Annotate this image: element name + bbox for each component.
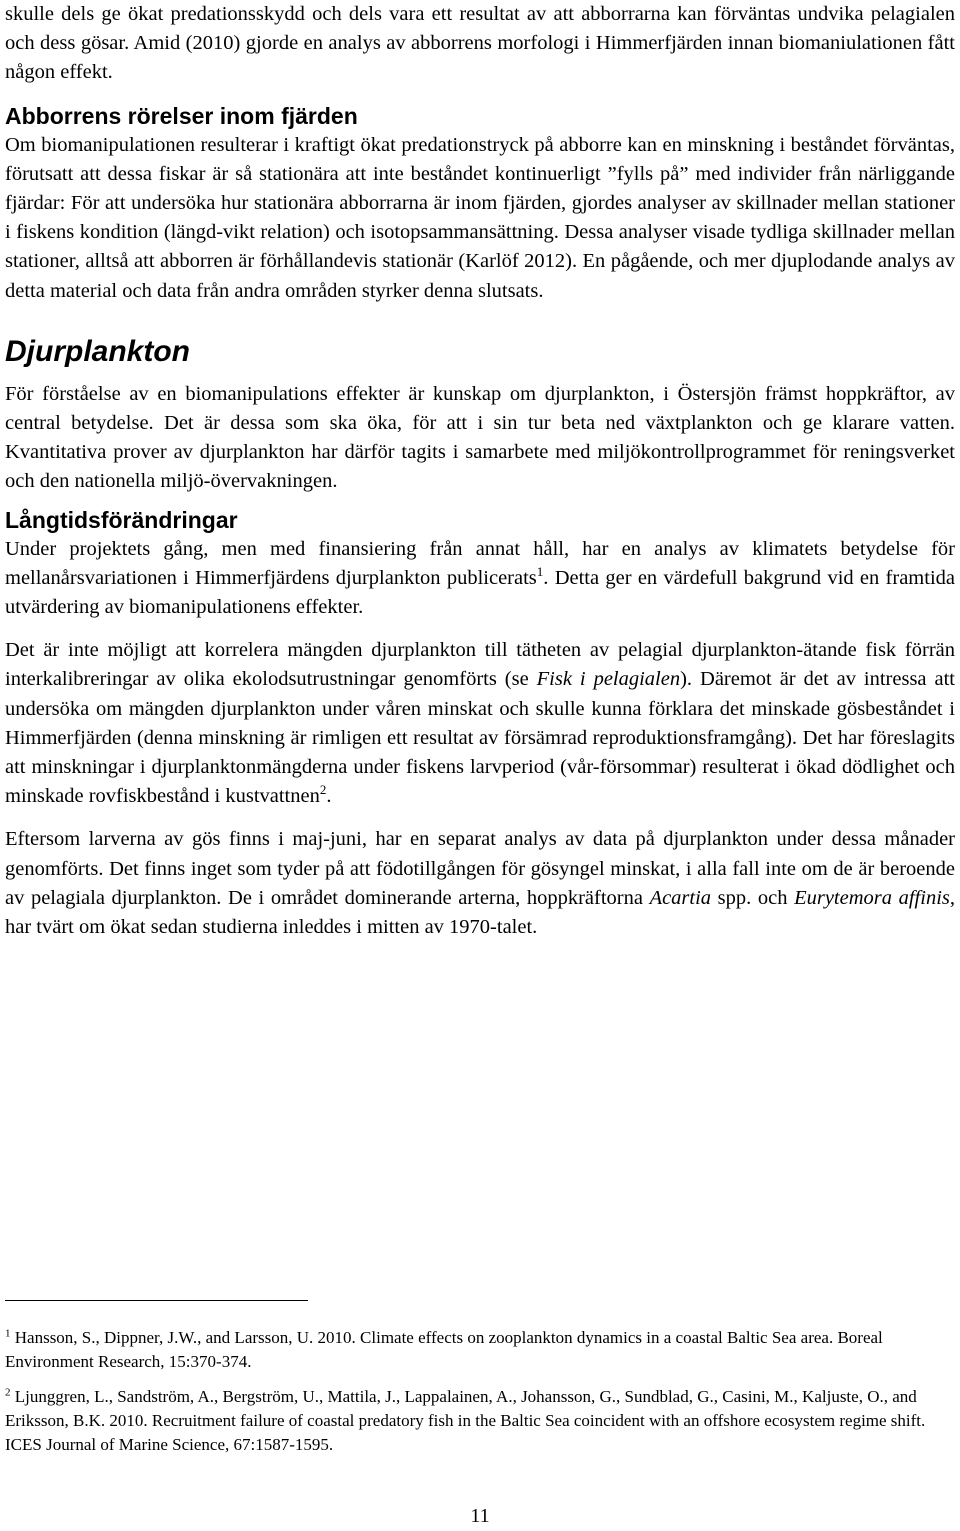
langtid-p2-text-c: .	[326, 785, 332, 808]
footnote-1	[5, 1326, 955, 1374]
langtid-p3-text-a: Eftersom larverna av gös finns i maj-juni, har en separat analys av data på djurplankton under dessa månader genomförts. Det finns inget som tyder på att födotillgången för gösyngel minskat, i alla fall inte om de är beroende av pelagiala djurplankton. De i området dominerande arterna, hoppkräftorna	[5, 828, 955, 909]
langtid-p2-text-a: Det är inte möjligt att korrelera mängden djurplankton till tätheten av pelagial djurplankton-ätande fisk förrän interkalibreringar av olika ekolodsutrustningar genomförts (se	[5, 639, 955, 691]
footnote-text-2: Ljunggren, L., Sandström, A., Bergström, U., Mattila, J., Lappalainen, A., Johansson, G., Sundblad, G., Casini, M., Kaljuste, O., and Eriksson, B.K. 2010. Recruitment failure of coastal predatory fish in the Baltic Sea coincident with an offshore ecosystem regime shift. ICES Journal of Marine Science, 67:1587-1595.	[5, 1387, 926, 1454]
langtid-p1-text-b: . Detta ger en värdefull bakgrund vid en framtida utvärdering av biomanipulationens effekter.	[5, 566, 955, 619]
heading-abborrens-rorelser: Abborrens rörelser inom fjärden	[5, 102, 358, 129]
footnote-marker-1: 1	[5, 1327, 11, 1340]
heading-langtidsforandringar: Långtidsförändringar	[5, 506, 238, 533]
langtid-paragraph-3	[5, 825, 955, 942]
langtid-p1-text-a: Under projektets gång, men med finansiering från annat håll, har en analys av klimatets betydelse för mellanårsvariationen i Himmerfjärdens djurplankton publicerats	[5, 537, 955, 589]
langtid-p2-italic: Fisk i pelagialen	[536, 668, 681, 691]
langtid-p3-text-b: spp. och	[711, 886, 795, 909]
footnotes	[5, 1326, 955, 1457]
footnote-ref-2: 2	[319, 782, 327, 798]
page-body	[5, 0, 955, 942]
footnote-marker-2: 2	[5, 1386, 11, 1399]
footnote-divider	[5, 1300, 308, 1301]
langtid-p2-text-b: ). Däremot är det av intressa att undersöka om mängden djurplankton under våren minskat och skulle kunna förklara det minskade gösbeståndet i Himmerfjärden (denna minskning är rimligen ett resultat av försämrad reproduktionsframgång). Det har föreslagits att minskningar i djurplanktonmängderna under fiskens larvperiod (vår-försommar) resulterat i ökad dödlighet och minskade rovfiskbestånd i kustvattnen	[5, 668, 955, 808]
intro-paragraph: skulle dels ge ökat predationsskydd och dels vara ett resultat av att abborrarna kan förväntas undvika pelagialen och dess gösar. Amid (2010) gjorde en analys av abborrens morfologi i Himmerfjärden innan biomaniulationen fått någon effekt.	[5, 3, 955, 84]
langtid-paragraph-2	[5, 636, 955, 811]
page-number: 11	[470, 1505, 490, 1527]
langtid-paragraph-1	[5, 535, 955, 623]
footnote-text-1: Hansson, S., Dippner, J.W., and Larsson, U. 2010. Climate effects on zooplankton dynamics in a coastal Baltic Sea area. Boreal Environment Research, 15:370-374.	[5, 1328, 883, 1371]
langtid-p3-text-c: , har tvärt om ökat sedan studierna inleddes i mitten av 1970-talet.	[5, 886, 955, 939]
langtid-p3-italic-eurytemora: Eurytemora affinis	[794, 886, 950, 909]
footnote-2	[5, 1385, 955, 1457]
heading-djurplankton: Djurplankton	[5, 334, 190, 368]
langtid-p3-italic-acartia: Acartia	[649, 886, 712, 909]
abborre-paragraph: Om biomanipulationen resulterar i kraftigt ökat predationstryck på abborre kan en minskning i beståndet förväntas, förutsatt att dessa fiskar är så stationära att inte beståndet kontinuerligt ”fylls på” med individer från närliggande fjärdar: För att undersöka hur stationära abborrarna är inom fjärden, gjordes analyser av skillnader mellan stationer i fiskens kondition (längd-vikt relation) och isotopsammansättning. Dessa analyser visade tydliga skillnader mellan stationer, alltså att abborren är förhållandevis stationär (Karlöf 2012). En pågående, och mer djuplodande analys av detta material och data från andra områden styrker denna slutsats.	[5, 133, 955, 302]
footnote-ref-1: 1	[536, 564, 544, 580]
djurplankton-paragraph: För förståelse av en biomanipulations effekter är kunskap om djurplankton, i Östersjön främst hoppkräftor, av central betydelse. Det är dessa som ska öka, för att i sin tur beta ned växtplankton och ge klarare vatten. Kvantitativa prover av djurplankton har därför tagits i samarbete med miljökontrollprogrammet för reningsverket och den nationella miljö-övervakningen.	[5, 382, 955, 493]
